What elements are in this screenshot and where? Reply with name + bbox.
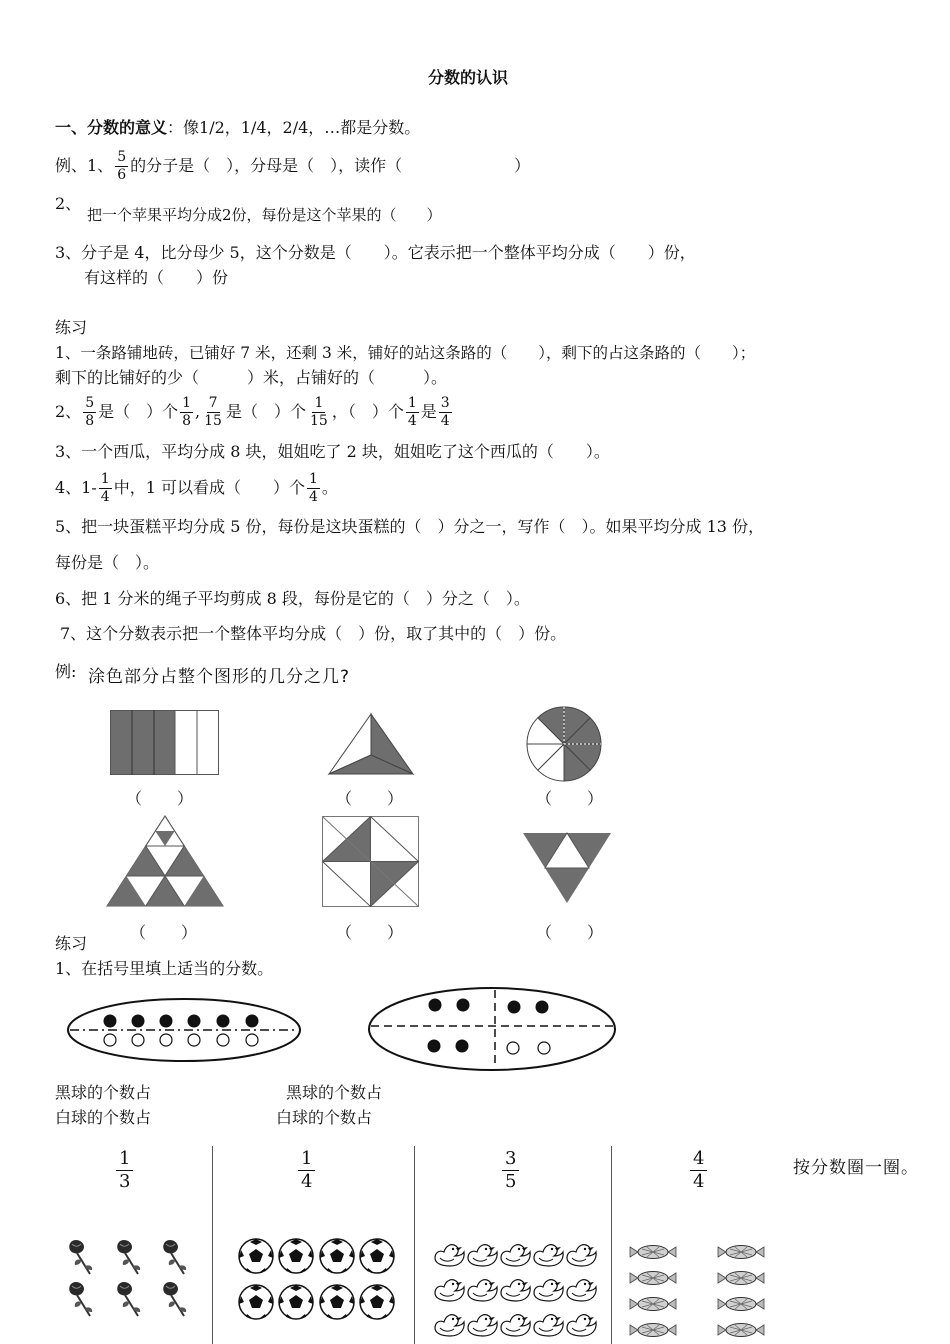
section-text: ：像1/2，1/4，2/4，…都是分数。: [167, 118, 421, 137]
answer-blank-shape-5[interactable]: （ ）: [336, 923, 405, 942]
practice-q1-line2: 剩下的比铺好的少（ ）米，占铺好的（ ）。: [55, 368, 448, 387]
rose-group: [62, 1236, 202, 1322]
practice-q7: 7、这个分数表示把一个整体平均分成（ ）份，取了其中的（ ）份。: [60, 624, 567, 643]
practice-q3: 3、一个西瓜，平均分成 8 块，姐姐吃了 2 块，姐姐吃了这个西瓜的（ ）。: [55, 442, 610, 461]
shape-rectangle-fifths: [110, 710, 220, 776]
example-1-prefix: 例、1、: [55, 156, 114, 175]
fraction-5-6: $\frac{5}{6}$: [117, 149, 127, 183]
column-divider-1: [212, 1146, 213, 1344]
fraction-3-4: $\frac{3}{4}$: [440, 395, 450, 429]
practice-q5-line1: 5、把一块蛋糕平均分成 5 份，每份是这块蛋糕的（ ）分之一，写作（ ）。如果平均分成 13 份，: [55, 517, 765, 536]
example-1-text: 的分子是（ ），分母是（ ），读作（ ）: [130, 156, 531, 175]
task-fraction-4-4: 4 4: [690, 1148, 707, 1193]
answer-blank-shape-3[interactable]: （ ）: [536, 789, 605, 808]
example-3-line2: 有这样的（ ）份: [84, 268, 229, 287]
shape-square-eighths: [322, 816, 420, 908]
practice-q2: 2、 $\frac{5}{8}$ 是（ ）个 $\frac{1}{8}$ , $\frac{7}{15}$ 是（ ）个 $\frac{1}{15}$ ，（ ）个 $\frac{1}{4}$ 是 $\frac{3}{4}$: [55, 395, 450, 429]
answer-blank-shape-6[interactable]: （ ）: [536, 923, 605, 942]
column-divider-2: [414, 1146, 415, 1344]
practice-q5-line2: 每份是（ ）。: [55, 553, 160, 572]
circle-task-instruction: 按分数圈一圈。: [793, 1158, 919, 1178]
right-white-ratio-label: 白球的个数占: [276, 1108, 373, 1127]
shape-circle-eighths: [525, 705, 603, 783]
example-2-number: 2、: [55, 194, 82, 213]
left-black-ratio-label: 黑球的个数占: [55, 1083, 152, 1102]
soccer-ball-group: [238, 1238, 398, 1324]
practice-2-label: 练习: [55, 934, 88, 953]
fraction-1-4-b: $\frac{1}{4}$: [308, 471, 318, 505]
shape-triangle-thirds: [328, 713, 414, 775]
right-black-ratio-label: 黑球的个数占: [286, 1083, 383, 1102]
ellipse-balls-right: [367, 986, 617, 1072]
example-2-text: 把一个苹果平均分成2份，每份是这个苹果的（ ）: [87, 206, 442, 224]
practice-label: 练习: [55, 318, 88, 337]
candy-group: [628, 1244, 768, 1344]
task-fraction-1-3: 1 3: [116, 1148, 133, 1193]
ellipse-balls-left: [66, 997, 302, 1063]
fraction-1-4: $\frac{1}{4}$: [407, 395, 417, 429]
fraction-1-8: $\frac{1}{8}$: [182, 395, 192, 429]
fraction-1-15: $\frac{1}{15}$: [309, 395, 328, 429]
task-fraction-1-4: 1 4: [298, 1148, 315, 1193]
page-title: 分数的认识: [428, 68, 509, 87]
fraction-5-8: $\frac{5}{8}$: [85, 395, 95, 429]
answer-blank-shape-2[interactable]: （ ）: [336, 789, 405, 808]
shape-triangle-ninths: [106, 815, 224, 907]
practice-q6: 6、把 1 分米的绳子平均剪成 8 段，每份是它的（ ）分之（ ）。: [55, 589, 530, 608]
duck-group: [432, 1240, 602, 1344]
practice-q1-line1: 1、一条路铺地砖，已铺好 7 米，还剩 3 米，铺好的站这条路的（ ），剩下的占这条路的（ ）；: [55, 344, 756, 362]
shape-inverted-triangle: [522, 832, 612, 904]
example-3-line1: 3、分子是 4，比分母少 5，这个分数是（ ）。它表示把一个整体平均分成（ ）份，: [55, 243, 696, 262]
shapes-example-question: 涂色部分占整个图形的几分之几?: [88, 667, 351, 687]
example-1: [55, 146, 530, 186]
practice-q4: 4、1- $\frac{1}{4}$ 中，1 可以看成（ ）个 $\frac{1}{4}$ 。: [55, 471, 338, 505]
left-white-ratio-label: 白球的个数占: [55, 1108, 152, 1127]
answer-blank-shape-1[interactable]: （ ）: [126, 789, 195, 808]
section-heading-meaning: [55, 118, 420, 138]
answer-blank-shape-4[interactable]: （ ）: [130, 923, 199, 942]
section-heading: 一、分数的意义: [55, 118, 168, 137]
task-fraction-3-5: 3 5: [502, 1148, 519, 1193]
practice-2-q1: 1、在括号里填上适当的分数。: [55, 959, 274, 978]
shapes-example-prefix: 例:: [55, 662, 77, 681]
fraction-7-15: $\frac{7}{15}$: [204, 395, 222, 429]
fraction-1-4-a: $\frac{1}{4}$: [100, 471, 110, 505]
column-divider-3: [611, 1146, 612, 1344]
